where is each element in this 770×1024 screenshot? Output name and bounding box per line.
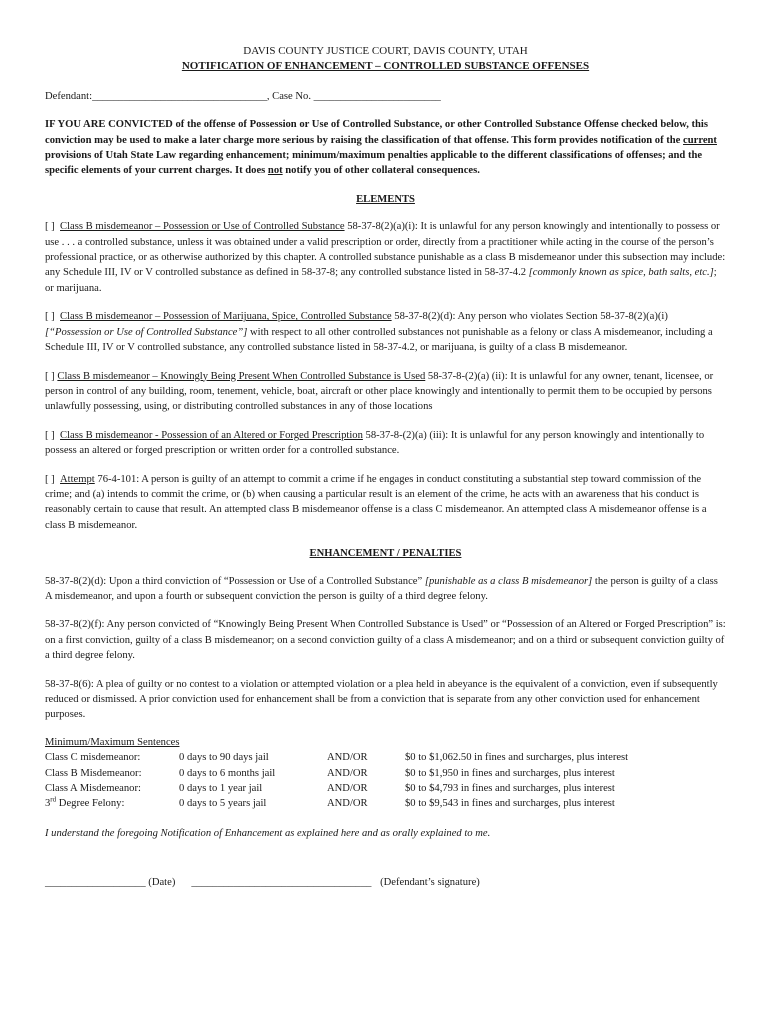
sentence-fine: $0 to $1,062.50 in fines and surcharges, plus interest xyxy=(405,752,629,764)
element-title: Attempt xyxy=(60,473,95,485)
date-label: (Date) xyxy=(145,877,176,889)
intro-not: not xyxy=(267,165,283,177)
element-item: [ ] Class B misdemeanor – Possession of Marijuana, Spice, Controlled Substance 58-37-8(2)(d): Any person who violates Section 58-37-8(2)(a)(i) [“Possession or Use of Controlled Substance”] with respect to all other controlled substances not punishable as a felony or class A misdemeanor, including a Schedule III, IV or V controlled substance, any controlled substance listed in 58-37-4.2, or marijuana, is guilty of a class B misdemeanor. xyxy=(45,311,713,354)
court-name: DAVIS COUNTY JUSTICE COURT, DAVIS COUNTY, UTAH xyxy=(243,45,528,57)
sentence-jail: 0 days to 90 days jail xyxy=(179,752,269,764)
signature-label: (Defendant’s signature) xyxy=(377,877,480,889)
sentence-row xyxy=(45,781,726,796)
sentence-class: 3rd Degree Felony: xyxy=(45,795,125,810)
element-title: Class B misdemeanor - Possession of an Altered or Forged Prescription xyxy=(60,429,363,441)
sentence-jail: 0 days to 1 year jail xyxy=(179,783,263,795)
signature-blank[interactable]: __________________________________ xyxy=(191,877,372,889)
element-title: Class B misdemeanor – Knowingly Being Present When Controlled Substance is Used xyxy=(57,370,426,382)
enhancement-paragraph: 58-37-8(2)(d): Upon a third conviction of “Possession or Use of a Controlled Substance” [punishable as a class B misdemeanor] the person is guilty of a class A misdemeanor, and upon a fourth or subsequent conviction the person is guilty of a third degree felony. xyxy=(45,575,718,602)
acknowledgement: I understand the foregoing Notification of Enhancement as explained here and as orally explained to me. xyxy=(45,827,491,839)
case-number-blank[interactable]: ________________________ xyxy=(313,90,441,102)
element-item: [ ] Class B misdemeanor – Knowingly Being Present When Controlled Substance is Used 58-37-8-(2)(a) (ii): It is unlawful for any owner, tenant, licensee, or person in control of any building, room, tenement, vehicle, boat, aircraft or other place knowingly and intentionally to permit them to be occupied by persons unlawfully possessing, using, or distributing controlled substances in any of those locations xyxy=(45,370,714,413)
sentence-jail: 0 days to 5 years jail xyxy=(179,798,267,810)
intro-paragraph: IF YOU ARE CONVICTED of the offense of Possession or Use of Controlled Substance, or other Controlled Substance Offense checked below, this conviction may be used to make a later charge more serious by raising the classification of that offense. This form provides notification of the current provisions of Utah State Law regarding enhancement; minimum/maximum penalties applicable to the different classifications of offenses; and the specific elements of your current charges. It does not notify you of other collateral consequences. xyxy=(45,119,717,177)
defendant-line xyxy=(45,89,726,104)
elements-heading: ELEMENTS xyxy=(356,193,415,205)
element-item: [ ] Class B misdemeanor - Possession of an Altered or Forged Prescription 58-37-8-(2)(a) (iii): It is unlawful for any person knowingly and intentionally to possess an altered or forged prescription or written order for a controlled substance. xyxy=(45,429,705,457)
ordinal-suffix: rd xyxy=(50,795,57,804)
sentence-row xyxy=(45,766,726,781)
sentence-andor: AND/OR xyxy=(327,752,368,764)
sentence-class: Class A Misdemeanor: xyxy=(45,783,141,795)
sentence-fine: $0 to $4,793 in fines and surcharges, plus interest xyxy=(405,783,615,795)
element-item: [ ] Class B misdemeanor – Possession or Use of Controlled Substance 58-37-8(2)(a)(i): It is unlawful for any person knowingly and intentionally to possess or use . . . a controlled substance, unless it was obtained under a valid prescription or order, directly from a practitioner while acting in the course of the person’s professional practice, or as otherwise authorized by this chapter. A controlled substance punishable as a class B misdemeanor under this subsection may include: any Schedule III, IV or V controlled substance as defined in 58-37-8; any controlled substance listed in 58-37-4.2 [commonly known as spice, bath salts, etc.]; or marijuana. xyxy=(45,221,726,294)
signature-line xyxy=(45,875,726,890)
element-checkbox[interactable]: [ ] xyxy=(45,311,55,323)
element-checkbox[interactable]: [ ] xyxy=(45,429,55,441)
element-checkbox[interactable]: [ ] xyxy=(45,370,55,382)
element-checkbox[interactable]: [ ] xyxy=(45,221,55,233)
intro-current: current xyxy=(683,134,717,146)
element-item: [ ] Attempt 76-4-101: A person is guilty of an attempt to commit a crime if he engages in conduct constituting a substantial step toward commission of the crime; and (a) intends to commit the crime, or (b) when causing a particular result is an element of the crime, he acts with an awareness that his conduct is reasonably certain to cause that result. An attempted class B misdemeanor offense is a class C misdemeanor. An attempted class A misdemeanor offense is a class B misdemeanor. xyxy=(45,473,707,531)
enhancement-paragraph: 58-37-8(2)(f): Any person convicted of “Knowingly Being Present When Controlled Substance is Used” or “Possession of an Altered or Forged Prescription” is: on a first conviction, guilty of a class B misdemeanor; on a second conviction guilty of a class A misdemeanor; and on a third or subsequent conviction guilty of a third degree felony. xyxy=(45,619,726,662)
case-number-label: , Case No. xyxy=(266,90,314,102)
sentence-row xyxy=(45,796,726,811)
sentences-table xyxy=(45,750,726,812)
sentence-jail: 0 days to 6 months jail xyxy=(179,767,276,779)
document-title: NOTIFICATION OF ENHANCEMENT – CONTROLLED SUBSTANCE OFFENSES xyxy=(181,60,590,73)
element-checkbox[interactable]: [ ] xyxy=(45,473,55,485)
defendant-label: Defendant: xyxy=(45,90,93,102)
sentence-andor: AND/OR xyxy=(327,783,368,795)
sentences-title: Minimum/Maximum Sentences xyxy=(45,736,180,748)
sentence-andor: AND/OR xyxy=(327,767,368,779)
sentence-fine: $0 to $9,543 in fines and surcharges, plus interest xyxy=(405,798,615,810)
defendant-name-blank[interactable]: _________________________________ xyxy=(92,90,267,102)
enhancement-heading: ENHANCEMENT / PENALTIES xyxy=(309,548,462,560)
enhancement-paragraph: 58-37-8(6): A plea of guilty or no contest to a violation or attempted violation or a plea held in abeyance is the equivalent of a conviction, even if subsequently reduced or dismissed. A prior conviction used for enhancement shall be from a conviction that is separate from any other conviction used for enhancement purposes. xyxy=(45,678,718,721)
sentence-andor: AND/OR xyxy=(327,798,368,810)
sentence-row xyxy=(45,750,726,765)
sentence-class: Class C misdemeanor: xyxy=(45,752,141,764)
sentence-class: Class B Misdemeanor: xyxy=(45,767,142,779)
element-title: Class B misdemeanor – Possession of Marijuana, Spice, Controlled Substance xyxy=(60,311,392,323)
sentence-fine: $0 to $1,950 in fines and surcharges, plus interest xyxy=(405,767,615,779)
date-blank[interactable]: ___________________ xyxy=(45,877,146,889)
element-title: Class B misdemeanor – Possession or Use of Controlled Substance xyxy=(60,221,345,233)
